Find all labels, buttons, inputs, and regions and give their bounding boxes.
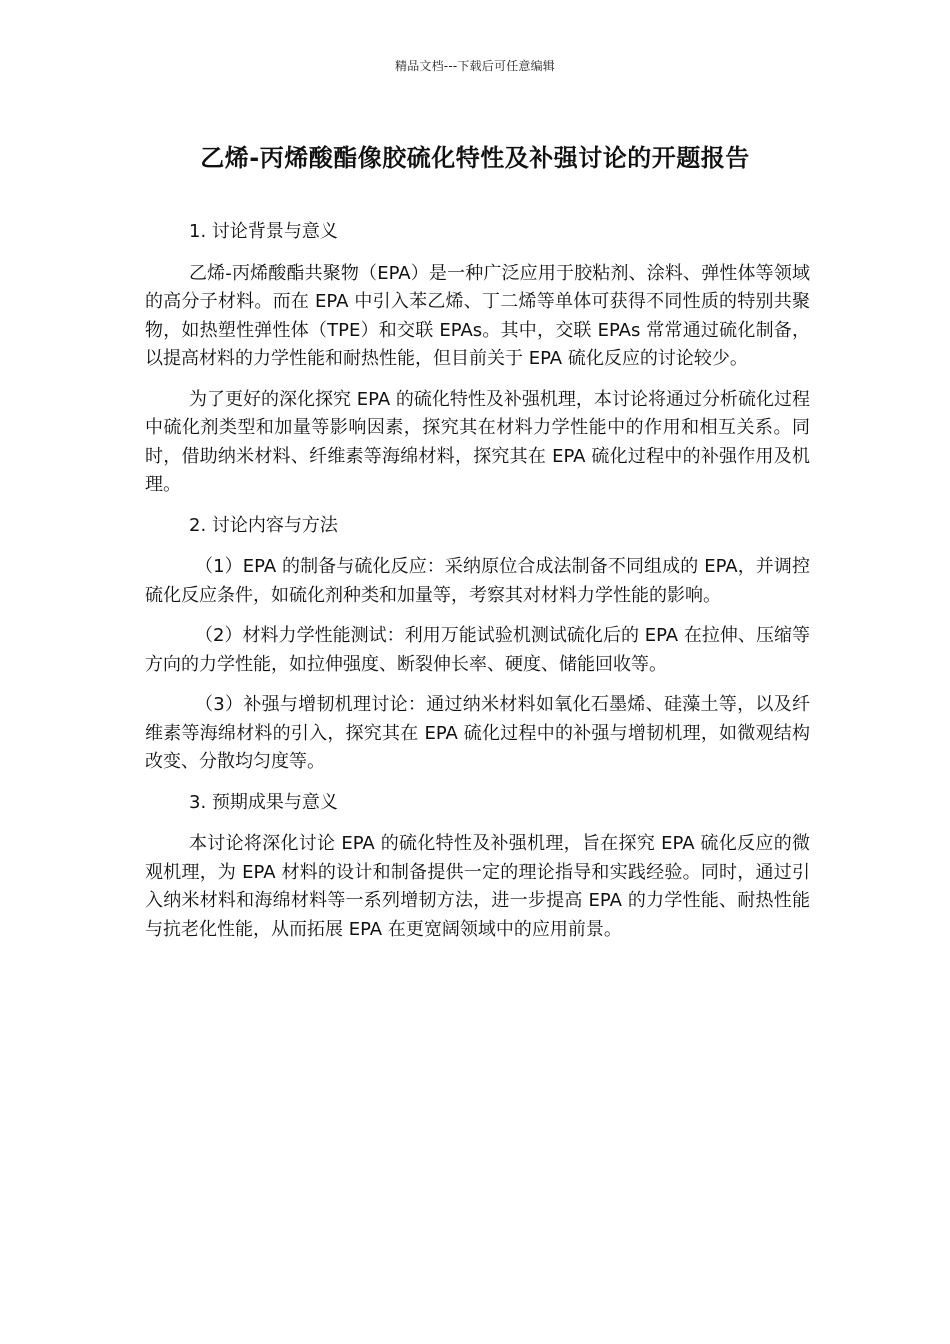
section-heading-background: 1. 讨论背景与意义 (189, 221, 338, 242)
paragraph-background-1: 乙烯-丙烯酸酯共聚物（EPA）是一种广泛应用于胶粘剂、涂料、弹性体等领域的高分子材料。而在 EPA 中引入苯乙烯、丁二烯等单体可获得不同性质的特别共聚物，如热塑性弹性体（TPE）和交联 EPAs。其中，交联 EPAs 常常通过硫化制备，以提高材料的力学性能和耐热性能，但目前关于 EPA 硫化反应的讨论较少。 (145, 262, 810, 369)
paragraph-background-2: 为了更好的深化探究 EPA 的硫化特性及补强机理，本讨论将通过分析硫化过程中硫化剂类型和加量等影响因素，探究其在材料力学性能中的作用和相互关系。同时，借助纳米材料、纤维素等海绵材料，探究其在 EPA 硫化过程中的补强作用及机理。 (145, 388, 810, 495)
document-body (145, 218, 810, 956)
paragraph-outcomes: 本讨论将深化讨论 EPA 的硫化特性及补强机理，旨在探究 EPA 硫化反应的微观机理，为 EPA 材料的设计和制备提供一定的理论指导和实践经验。同时，通过引入纳米材料和海绵材料等一系列增韧方法，进一步提高 EPA 的力学性能、耐热性能与抗老化性能，从而拓展 EPA 在更宽阔领域中的应用前景。 (145, 833, 810, 940)
section-heading-methods: 2. 讨论内容与方法 (189, 514, 338, 536)
document-title: 乙烯-丙烯酸酯像胶硫化特性及补强讨论的开题报告 (200, 144, 750, 172)
methods-item-1: （1）EPA 的制备与硫化反应：采纳原位合成法制备不同组成的 EPA，并调控硫化反应条件，如硫化剂种类和加量等，考察其对材料力学性能的影响。 (145, 556, 810, 606)
section-heading-outcomes: 3. 预期成果与意义 (189, 791, 338, 813)
methods-item-3: （3）补强与增韧机理讨论：通过纳米材料如氧化石墨烯、硅藻土等，以及纤维素等海绵材料的引入，探究其在 EPA 硫化过程中的补强与增韧机理，如微观结构改变、分散均匀度等。 (145, 694, 810, 772)
header-note: 精品文档---下载后可任意编辑 (395, 59, 555, 73)
methods-item-2: （2）材料力学性能测试：利用万能试验机测试硫化后的 EPA 在拉伸、压缩等方向的力学性能，如拉伸强度、断裂伸长率、硬度、储能回收等。 (145, 625, 810, 675)
